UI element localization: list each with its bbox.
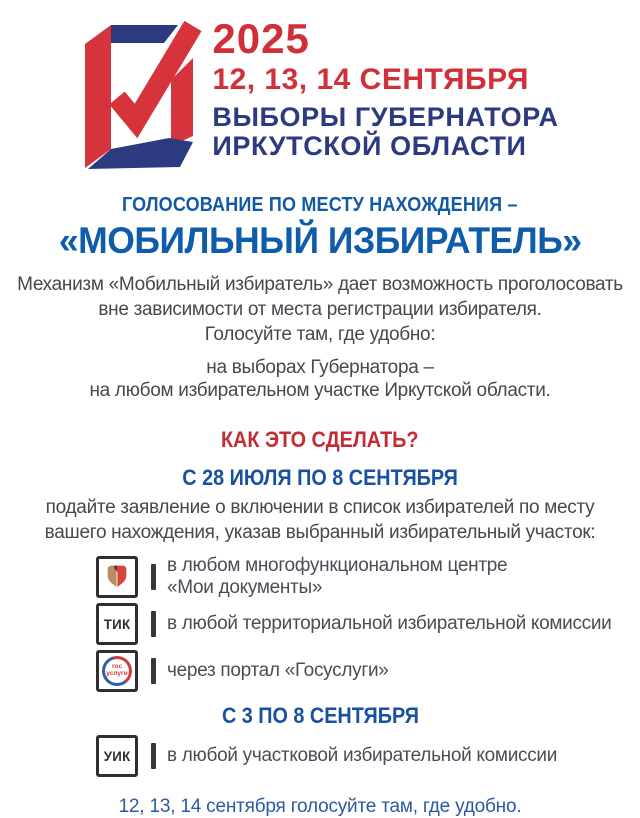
footer-note: 12, 13, 14 сентября голосуйте там, где удобно. bbox=[118, 796, 522, 817]
uik-option-list bbox=[96, 732, 640, 779]
governor-note-line-2: на любом избирательном участке Иркутской области. bbox=[89, 380, 551, 401]
governor-note bbox=[0, 356, 640, 402]
list-item-tik bbox=[96, 600, 640, 647]
step-label-tik: в любой территориальной избирательной комиссии bbox=[167, 612, 612, 634]
how-to-heading: КАК ЭТО СДЕЛАТЬ? bbox=[221, 427, 419, 452]
step-label-mfc: в любом многофункциональном центре «Мои документы» bbox=[167, 554, 508, 598]
tik-badge: ТИК bbox=[96, 603, 138, 645]
my-documents-logo-icon bbox=[104, 563, 130, 590]
intro-paragraph-text: Механизм «Мобильный избиратель» дает возможность проголосовать вне зависимости от места регистрации избирателя. bbox=[17, 274, 623, 320]
step-label-uik: в любой участковой избирательной комиссии bbox=[167, 744, 558, 766]
gosuslugi-circle-logo-icon: гос услуги bbox=[102, 656, 132, 686]
period-2-heading: С 3 ПО 8 СЕНТЯБРЯ bbox=[221, 703, 419, 728]
election-dates: 12, 13, 14 СЕНТЯБРЯ bbox=[212, 63, 529, 96]
election-year: 2025 bbox=[212, 15, 310, 62]
gosuslugi-icon bbox=[96, 650, 138, 692]
kicker-heading: ГОЛОСОВАНИЕ ПО МЕСТУ НАХОЖДЕНИЯ – bbox=[122, 194, 518, 216]
step-divider-bar bbox=[151, 611, 156, 637]
election-checkmark-logo-icon bbox=[81, 18, 195, 170]
step-divider-bar bbox=[151, 743, 156, 769]
governor-note-line-1: на выборах Губернатора – bbox=[206, 357, 434, 378]
hero-text-block bbox=[212, 15, 559, 161]
list-item-uik bbox=[96, 732, 640, 779]
list-item-mfc bbox=[96, 553, 640, 600]
step-divider-bar bbox=[151, 658, 156, 684]
period-1-description: подайте заявление о включении в список избирателей по месту вашего нахождения, указав выбранный избирательный участок: bbox=[44, 497, 596, 543]
intro-cta: Голосуйте там, где удобно: bbox=[204, 324, 436, 345]
application-options-list bbox=[96, 553, 640, 694]
mfc-icon bbox=[96, 556, 138, 598]
period-1-heading: С 28 ИЮЛЯ ПО 8 СЕНТЯБРЯ bbox=[182, 465, 458, 490]
intro-paragraph bbox=[17, 272, 623, 347]
election-title-line-1: ВЫБОРЫ ГУБЕРНАТОРА bbox=[212, 101, 559, 132]
election-title-line-2: ИРКУТСКОЙ ОБЛАСТИ bbox=[212, 130, 527, 161]
hero-header bbox=[0, 0, 640, 170]
step-label-gosuslugi: через портал «Госуслуги» bbox=[167, 659, 389, 681]
mobile-voter-title: «МОБИЛЬНЫЙ ИЗБИРАТЕЛЬ» bbox=[58, 220, 582, 261]
uik-badge: УИК bbox=[96, 735, 138, 777]
list-item-gosuslugi bbox=[96, 647, 640, 694]
step-divider-bar bbox=[151, 564, 156, 590]
